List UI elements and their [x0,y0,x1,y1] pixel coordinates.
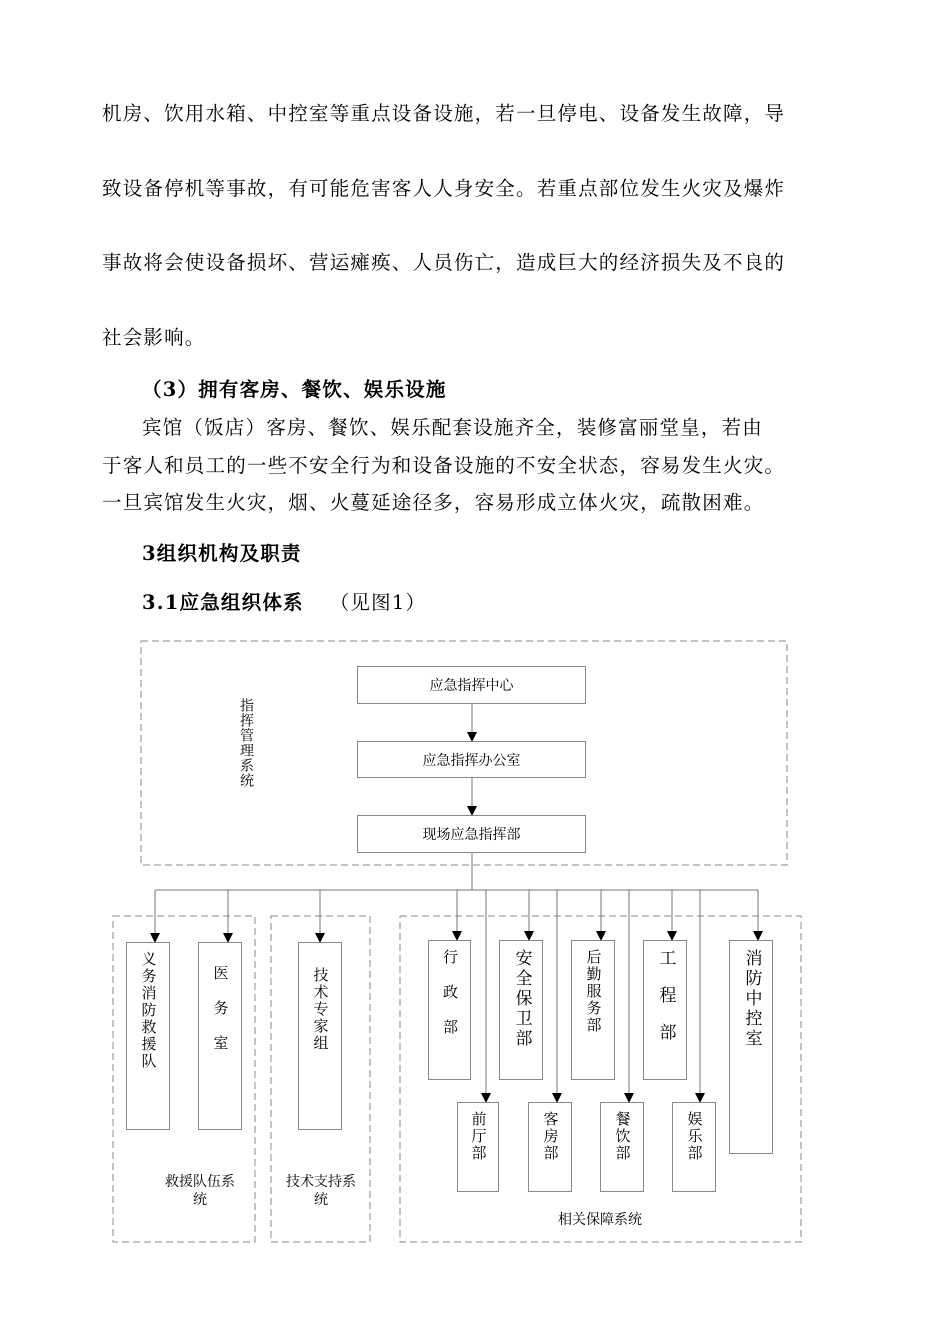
paragraph-line: 机房、饮用水箱、中控室等重点设备设施，若一旦停电、设备发生故障，导 [102,102,786,125]
box-label: 餐饮部 [613,1111,632,1162]
paragraph-line: 社会影响。 [102,326,206,349]
box-label: 前厅部 [469,1111,488,1162]
command-system-label: 指挥管理系统 [238,698,254,788]
box-label: 技术专家组 [311,967,330,1052]
logistics-dept-box [571,940,615,1080]
front-desk-dept-box [457,1102,499,1192]
box-label: 行政部 [441,949,459,1054]
box-label: 后勤服务部 [584,949,603,1034]
section-title: 3.1应急组织体系 [142,591,304,614]
paragraph-line: 于客人和员工的一些不安全行为和设备设施的不安全状态，容易发生火灾。 [102,454,786,477]
field-command-box [357,815,586,853]
medical-room-box [198,942,242,1130]
box-label: 应急指挥办公室 [422,752,521,769]
tech-experts-box [298,942,342,1130]
housekeeping-dept-box [528,1102,572,1192]
paragraph-line: 一旦宾馆发生火灾，烟、火蔓延途径多，容易形成立体火灾，疏散困难。 [102,491,765,514]
box-label: 现场应急指挥部 [422,827,521,843]
emergency-command-office-box [357,741,586,778]
dining-dept-box [600,1102,644,1192]
emergency-command-center-box [357,666,586,704]
admin-dept-box [428,940,471,1080]
tech-group-label: 技术支持系统 [286,1174,356,1208]
paragraph-line: 事故将会使设备损坏、营运瘫痪、人员伤亡，造成巨大的经济损失及不良的 [102,251,786,274]
paragraph-line: 宾馆（饭店）客房、餐饮、娱乐配套设施齐全，装修富丽堂皇，若由 [142,416,764,439]
box-label: 安全保卫部 [511,949,532,1049]
subheading: （3）拥有客房、餐饮、娱乐设施 [142,378,447,401]
security-dept-box [499,940,543,1080]
box-label: 消防中控室 [741,949,762,1049]
paragraph-line: 致设备停机等事故，有可能危害客人人身安全。若重点部位发生火灾及爆炸 [102,177,786,200]
support-group-label: 相关保障系统 [558,1212,642,1228]
entertainment-dept-box [672,1102,716,1192]
engineering-dept-box [643,940,687,1080]
box-label: 娱乐部 [685,1111,704,1162]
box-label: 应急指挥中心 [429,678,514,694]
figure-reference: （见图1） [329,591,427,614]
volunteer-fire-rescue-box [126,942,170,1130]
box-label: 工程部 [655,949,676,1060]
fire-control-room-box [729,940,773,1154]
rescue-group-label: 救援队伍系统 [165,1174,235,1208]
box-label: 客房部 [541,1111,560,1162]
box-label: 医务室 [211,965,230,1070]
box-label: 义务消防救援队 [139,951,158,1070]
section-heading: 3组织机构及职责 [142,542,302,565]
